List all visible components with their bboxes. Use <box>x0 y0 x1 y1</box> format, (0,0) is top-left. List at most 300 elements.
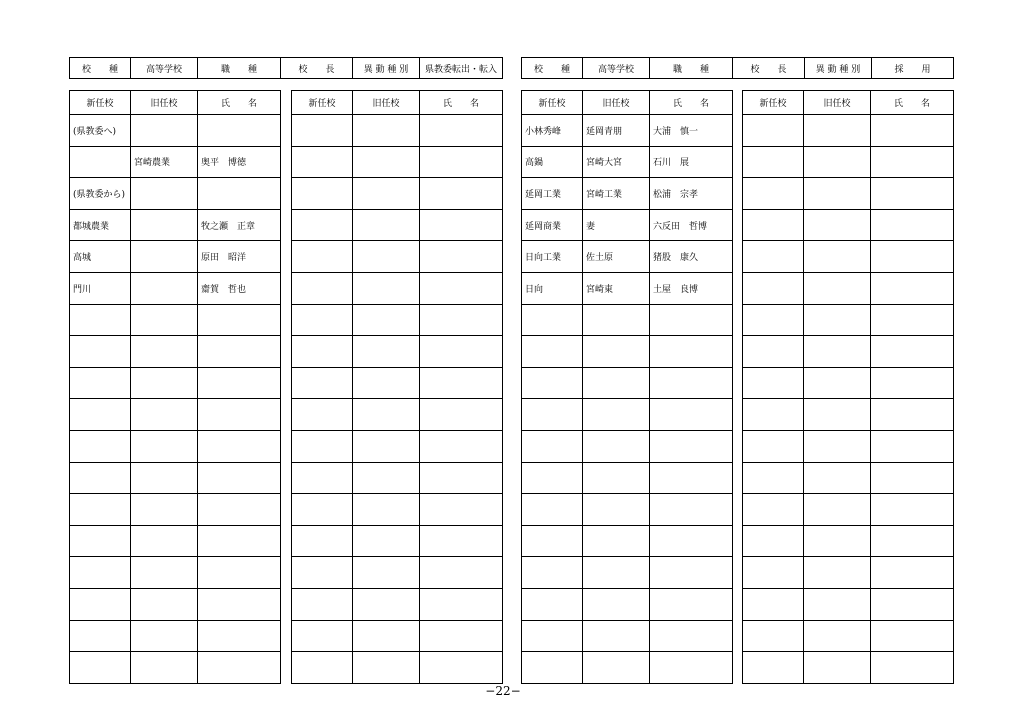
cell-new-school <box>292 494 353 526</box>
table-row <box>292 304 503 336</box>
cell-name <box>871 620 954 652</box>
cell-old-school <box>131 588 198 620</box>
table-row <box>743 241 954 273</box>
cell-new-school: (県教委へ) <box>70 115 131 147</box>
table-row <box>70 652 281 684</box>
col-head-old-school: 旧任校 <box>131 91 198 115</box>
table-row <box>522 525 733 557</box>
cell-name <box>871 304 954 336</box>
cell-old-school <box>804 462 871 494</box>
table-row <box>522 304 733 336</box>
col-head-new-school: 新任校 <box>522 91 583 115</box>
cell-name <box>198 462 281 494</box>
cell-old-school <box>804 272 871 304</box>
right-header-transfer-type-value: 採 用 <box>872 58 954 79</box>
left-b-rows <box>292 115 503 684</box>
col-head-new-school: 新任校 <box>70 91 131 115</box>
right-table-b <box>742 90 954 684</box>
table-row <box>522 146 733 178</box>
table-row <box>70 557 281 589</box>
cell-new-school <box>522 525 583 557</box>
cell-old-school <box>131 367 198 399</box>
cell-name <box>650 494 733 526</box>
cell-old-school: 妻 <box>583 209 650 241</box>
cell-name <box>871 367 954 399</box>
cell-old-school <box>804 241 871 273</box>
cell-old-school <box>804 620 871 652</box>
table-row <box>292 494 503 526</box>
cell-old-school: 佐土原 <box>583 241 650 273</box>
left-header-transfer-type-value: 県教委転出・転入 <box>420 58 503 79</box>
cell-old-school <box>353 462 420 494</box>
table-row <box>292 588 503 620</box>
cell-name: 奥平 博徳 <box>198 146 281 178</box>
cell-new-school <box>292 588 353 620</box>
cell-old-school <box>583 399 650 431</box>
cell-old-school <box>353 146 420 178</box>
cell-old-school <box>583 652 650 684</box>
cell-new-school <box>743 336 804 368</box>
cell-old-school <box>131 272 198 304</box>
left-table-a <box>69 90 281 684</box>
cell-new-school <box>70 557 131 589</box>
table-row <box>743 652 954 684</box>
cell-old-school <box>131 304 198 336</box>
cell-name: 六反田 哲博 <box>650 209 733 241</box>
cell-old-school <box>804 367 871 399</box>
table-row <box>522 209 733 241</box>
cell-new-school: 高鍋 <box>522 146 583 178</box>
cell-name <box>420 178 503 210</box>
cell-old-school <box>131 494 198 526</box>
cell-new-school: 延岡工業 <box>522 178 583 210</box>
table-row <box>70 241 281 273</box>
cell-name <box>650 399 733 431</box>
cell-old-school <box>583 525 650 557</box>
cell-name <box>871 588 954 620</box>
table-row <box>522 272 733 304</box>
cell-new-school <box>743 430 804 462</box>
table-row <box>292 557 503 589</box>
cell-old-school: 宮崎東 <box>583 272 650 304</box>
cell-new-school <box>70 367 131 399</box>
cell-name <box>420 336 503 368</box>
cell-new-school <box>522 462 583 494</box>
table-row <box>743 430 954 462</box>
cell-new-school: 都城農業 <box>70 209 131 241</box>
cell-old-school <box>804 115 871 147</box>
table-row <box>522 462 733 494</box>
table-row <box>292 462 503 494</box>
cell-name <box>650 652 733 684</box>
cell-new-school <box>743 272 804 304</box>
cell-name <box>871 399 954 431</box>
cell-name: 土屋 良博 <box>650 272 733 304</box>
table-row <box>70 588 281 620</box>
table-row <box>743 557 954 589</box>
cell-name <box>871 115 954 147</box>
cell-old-school <box>131 209 198 241</box>
right-header-table <box>521 57 954 79</box>
table-row <box>292 336 503 368</box>
cell-new-school: 延岡商業 <box>522 209 583 241</box>
cell-name <box>871 494 954 526</box>
table-row <box>522 652 733 684</box>
cell-old-school <box>804 178 871 210</box>
cell-name <box>871 209 954 241</box>
cell-new-school <box>522 652 583 684</box>
cell-name <box>198 178 281 210</box>
cell-new-school <box>522 430 583 462</box>
table-row <box>292 241 503 273</box>
cell-old-school <box>804 209 871 241</box>
cell-new-school <box>70 462 131 494</box>
table-row <box>292 430 503 462</box>
cell-new-school <box>292 146 353 178</box>
cell-old-school <box>131 525 198 557</box>
col-head-name: 氏 名 <box>420 91 503 115</box>
cell-old-school <box>804 588 871 620</box>
cell-name <box>871 178 954 210</box>
cell-old-school: 延岡青朋 <box>583 115 650 147</box>
table-row <box>70 115 281 147</box>
cell-new-school <box>292 620 353 652</box>
cell-new-school <box>292 525 353 557</box>
table-row <box>70 336 281 368</box>
cell-old-school <box>583 494 650 526</box>
col-head-old-school: 旧任校 <box>583 91 650 115</box>
table-row <box>522 115 733 147</box>
cell-name <box>650 367 733 399</box>
cell-name <box>420 146 503 178</box>
cell-name: 大浦 慎一 <box>650 115 733 147</box>
cell-new-school <box>743 620 804 652</box>
table-row <box>70 367 281 399</box>
cell-new-school <box>743 588 804 620</box>
cell-old-school <box>353 209 420 241</box>
cell-name <box>420 652 503 684</box>
table-row <box>522 557 733 589</box>
cell-old-school <box>583 462 650 494</box>
cell-new-school <box>70 399 131 431</box>
cell-new-school: 日向 <box>522 272 583 304</box>
table-row <box>292 620 503 652</box>
cell-name: 石川 展 <box>650 146 733 178</box>
cell-name <box>871 652 954 684</box>
cell-name <box>198 588 281 620</box>
cell-new-school <box>743 494 804 526</box>
right-table-a <box>521 90 733 684</box>
cell-old-school <box>131 652 198 684</box>
cell-new-school <box>292 462 353 494</box>
cell-name <box>650 588 733 620</box>
cell-name <box>420 304 503 336</box>
cell-old-school <box>804 146 871 178</box>
cell-new-school <box>743 367 804 399</box>
table-row <box>743 209 954 241</box>
cell-name <box>198 525 281 557</box>
cell-name <box>420 525 503 557</box>
cell-old-school <box>353 652 420 684</box>
cell-name <box>871 272 954 304</box>
cell-new-school <box>743 304 804 336</box>
cell-new-school <box>70 588 131 620</box>
cell-old-school <box>353 272 420 304</box>
cell-old-school <box>131 115 198 147</box>
cell-new-school <box>522 620 583 652</box>
cell-new-school <box>522 399 583 431</box>
cell-name <box>420 209 503 241</box>
cell-new-school <box>743 652 804 684</box>
table-row <box>70 462 281 494</box>
right-header-school-type-label: 校 種 <box>522 58 583 79</box>
cell-new-school <box>743 115 804 147</box>
table-row <box>70 272 281 304</box>
cell-old-school <box>583 367 650 399</box>
table-row <box>292 652 503 684</box>
table-row <box>743 620 954 652</box>
cell-name <box>650 620 733 652</box>
cell-name: 牧之瀬 正章 <box>198 209 281 241</box>
table-row <box>292 272 503 304</box>
cell-name <box>650 336 733 368</box>
cell-new-school <box>70 304 131 336</box>
cell-old-school <box>131 178 198 210</box>
cell-old-school <box>353 494 420 526</box>
cell-new-school <box>70 652 131 684</box>
cell-new-school: 門川 <box>70 272 131 304</box>
cell-name <box>871 557 954 589</box>
table-row <box>743 494 954 526</box>
table-row <box>292 209 503 241</box>
page-number: −22− <box>485 684 521 698</box>
table-row <box>70 620 281 652</box>
table-row <box>70 209 281 241</box>
col-head-name: 氏 名 <box>198 91 281 115</box>
cell-name <box>650 430 733 462</box>
cell-old-school <box>583 588 650 620</box>
cell-new-school <box>522 588 583 620</box>
cell-old-school <box>131 241 198 273</box>
cell-new-school <box>743 178 804 210</box>
cell-new-school: 小林秀峰 <box>522 115 583 147</box>
table-row <box>292 115 503 147</box>
cell-old-school <box>583 620 650 652</box>
cell-old-school <box>353 178 420 210</box>
cell-old-school <box>804 430 871 462</box>
cell-new-school <box>70 336 131 368</box>
right-header-transfer-type-label: 異 動 種 別 <box>805 58 872 79</box>
col-head-new-school: 新任校 <box>743 91 804 115</box>
table-row <box>292 367 503 399</box>
table-row <box>743 146 954 178</box>
cell-new-school <box>292 178 353 210</box>
cell-new-school <box>743 209 804 241</box>
cell-old-school <box>583 336 650 368</box>
cell-new-school <box>292 399 353 431</box>
table-row <box>522 241 733 273</box>
cell-new-school <box>292 336 353 368</box>
cell-new-school <box>70 620 131 652</box>
cell-new-school <box>743 399 804 431</box>
cell-name: 齋賀 哲也 <box>198 272 281 304</box>
cell-name <box>420 557 503 589</box>
cell-name: 原田 昭洋 <box>198 241 281 273</box>
table-row <box>522 367 733 399</box>
cell-new-school <box>292 115 353 147</box>
cell-name <box>650 304 733 336</box>
cell-name <box>198 399 281 431</box>
table-row <box>743 462 954 494</box>
cell-new-school <box>70 146 131 178</box>
table-row <box>70 304 281 336</box>
cell-name <box>420 241 503 273</box>
cell-old-school <box>353 304 420 336</box>
left-header-job-type-label: 職 種 <box>198 58 281 79</box>
left-header-table <box>69 57 503 79</box>
cell-old-school <box>131 557 198 589</box>
cell-name <box>650 557 733 589</box>
cell-new-school: 高城 <box>70 241 131 273</box>
cell-old-school: 宮崎大宮 <box>583 146 650 178</box>
cell-old-school <box>353 367 420 399</box>
cell-old-school <box>353 557 420 589</box>
left-header-job-type-value: 校 長 <box>281 58 353 79</box>
cell-name <box>650 462 733 494</box>
cell-old-school <box>583 557 650 589</box>
table-row <box>743 336 954 368</box>
table-row <box>292 178 503 210</box>
cell-new-school <box>292 209 353 241</box>
cell-old-school <box>804 525 871 557</box>
cell-old-school <box>804 494 871 526</box>
cell-new-school <box>743 462 804 494</box>
cell-new-school <box>522 367 583 399</box>
table-row <box>522 588 733 620</box>
cell-name <box>420 462 503 494</box>
col-head-name: 氏 名 <box>650 91 733 115</box>
cell-old-school <box>353 115 420 147</box>
cell-old-school <box>353 241 420 273</box>
cell-new-school <box>292 557 353 589</box>
cell-name <box>198 494 281 526</box>
right-header-job-type-value: 校 長 <box>733 58 805 79</box>
cell-name <box>198 367 281 399</box>
table-row <box>522 430 733 462</box>
cell-old-school <box>583 304 650 336</box>
table-row <box>522 399 733 431</box>
table-row <box>70 146 281 178</box>
cell-name <box>871 462 954 494</box>
cell-name <box>871 525 954 557</box>
table-row <box>292 146 503 178</box>
left-header-school-type-value: 高等学校 <box>131 58 198 79</box>
cell-old-school <box>583 430 650 462</box>
cell-new-school <box>70 525 131 557</box>
cell-new-school <box>292 652 353 684</box>
cell-name <box>420 272 503 304</box>
cell-new-school: 日向工業 <box>522 241 583 273</box>
cell-old-school <box>353 525 420 557</box>
table-row <box>292 399 503 431</box>
cell-name <box>198 336 281 368</box>
right-header-job-type-label: 職 種 <box>650 58 733 79</box>
cell-new-school <box>743 146 804 178</box>
cell-name <box>198 620 281 652</box>
col-head-old-school: 旧任校 <box>804 91 871 115</box>
cell-old-school <box>804 652 871 684</box>
cell-new-school <box>522 304 583 336</box>
cell-name <box>420 115 503 147</box>
cell-new-school <box>292 367 353 399</box>
cell-old-school <box>353 430 420 462</box>
cell-name <box>420 399 503 431</box>
cell-new-school <box>522 336 583 368</box>
cell-new-school <box>292 304 353 336</box>
cell-new-school: (県教委から) <box>70 178 131 210</box>
table-row <box>70 430 281 462</box>
table-row <box>522 336 733 368</box>
table-row <box>743 525 954 557</box>
cell-old-school <box>353 620 420 652</box>
table-row <box>743 115 954 147</box>
cell-name <box>198 115 281 147</box>
left-a-rows <box>70 115 281 684</box>
table-row <box>522 494 733 526</box>
cell-old-school <box>804 336 871 368</box>
cell-name <box>420 588 503 620</box>
col-head-new-school: 新任校 <box>292 91 353 115</box>
cell-old-school <box>804 399 871 431</box>
table-row <box>70 178 281 210</box>
table-row <box>292 525 503 557</box>
cell-name <box>198 430 281 462</box>
cell-old-school <box>131 336 198 368</box>
table-row <box>70 399 281 431</box>
cell-name <box>871 336 954 368</box>
cell-name <box>198 304 281 336</box>
cell-name <box>198 652 281 684</box>
cell-old-school <box>131 462 198 494</box>
left-table-b <box>291 90 503 684</box>
table-row <box>70 494 281 526</box>
cell-new-school <box>292 241 353 273</box>
right-header-school-type-value: 高等学校 <box>583 58 650 79</box>
cell-old-school <box>131 430 198 462</box>
cell-old-school <box>131 399 198 431</box>
cell-old-school <box>353 588 420 620</box>
cell-name <box>871 430 954 462</box>
cell-old-school <box>804 557 871 589</box>
col-head-old-school: 旧任校 <box>353 91 420 115</box>
cell-new-school <box>743 241 804 273</box>
cell-new-school <box>70 430 131 462</box>
left-header-school-type-label: 校 種 <box>70 58 131 79</box>
table-row <box>743 588 954 620</box>
cell-name: 松浦 宗孝 <box>650 178 733 210</box>
left-header-transfer-type-label: 異 動 種 別 <box>353 58 420 79</box>
cell-name <box>420 430 503 462</box>
cell-old-school <box>353 336 420 368</box>
cell-name <box>420 494 503 526</box>
cell-new-school <box>743 525 804 557</box>
cell-new-school <box>743 557 804 589</box>
right-a-rows <box>522 115 733 684</box>
cell-new-school <box>292 430 353 462</box>
table-row <box>743 399 954 431</box>
cell-new-school <box>292 272 353 304</box>
cell-old-school <box>131 620 198 652</box>
